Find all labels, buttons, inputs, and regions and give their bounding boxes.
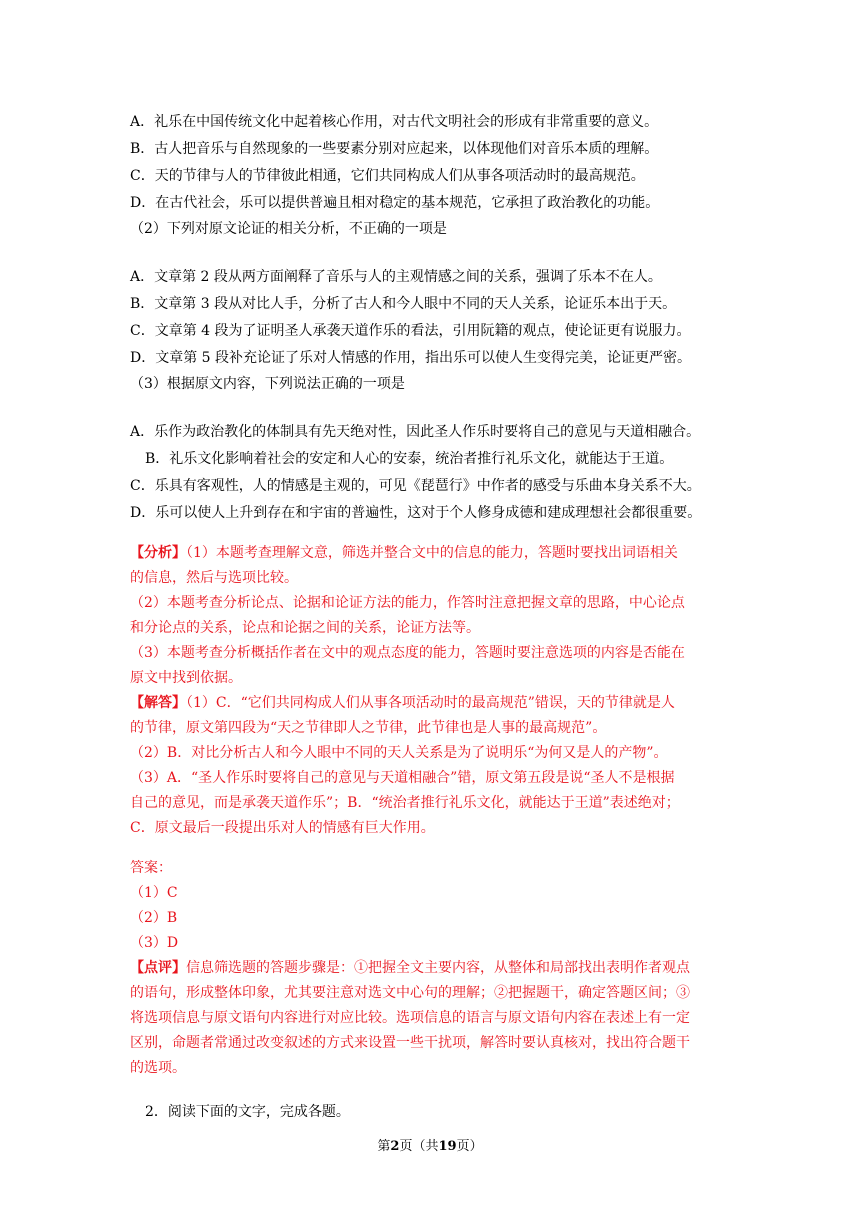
q1-option-c: C．天的节律与人的节律彼此相通，它们共同构成人们从事各项活动时的最高规范。 [130,168,645,184]
analysis-line-2: 的信息，然后与选项比较。 [130,570,298,586]
total-page-count: 19 [438,1139,457,1154]
answer-3: （3）D [130,935,179,951]
solution-line-6: C．原文最后一段提出乐对人的情感有巨大作用。 [130,820,435,836]
q3-option-c: C．乐具有客观性，人的情感是主观的，可见《琵琶行》中作者的感受与乐曲本身关系不大。 [130,478,701,494]
current-page-number: 2 [390,1139,400,1154]
analysis-line-1: 【分析】（1）本题考查理解文意，筛选并整合文中的信息的能力，答题时要找出词语相关 [130,545,678,561]
comment-line-2: 的语句，形成整体印象，尤其要注意对选文中心句的理解；②把握题干，确定答题区间；③ [130,985,690,1001]
analysis-line-6: 原文中找到依据。 [130,670,242,686]
solution-line-4: （3）A．“圣人作乐时要将自己的意见与天道相融合”错，原文第五段是说“圣人不是根据 [130,770,675,786]
answer-1: （1）C [130,885,178,901]
q2-stem: （2）下列对原文论证的相关分析，不正确的一项是 [130,221,447,237]
q2-option-c: C．文章第 4 段为了证明圣人承袭天道作乐的看法，引用阮籍的观点，使论证更有说服力。 [130,323,691,339]
answer-2: （2）B [130,910,178,926]
comment-tag: 【点评】 [130,960,186,976]
solution-line-2: 的节律，原文第四段为“天之节律即人之节律，此节律也是人事的最高规范”。 [130,720,607,736]
comment-line-1: 【点评】信息筛选题的答题步骤是：①把握全文主要内容，从整体和局部找出表明作者观点 [130,960,690,976]
q1-option-b: B．古人把音乐与自然现象的一些要素分别对应起来，以体现他们对音乐本质的理解。 [130,141,659,157]
q1-option-d: D．在古代社会，乐可以提供普遍且相对稳定的基本规范，它承担了政治教化的功能。 [130,195,660,211]
solution-line-3: （2）B．对比分析古人和今人眼中不同的天人关系是为了说明乐“为何又是人的产物”。 [130,745,668,761]
analysis-line-5: （3）本题考查分析概括作者在文中的观点态度的能力，答题时要注意选项的内容是否能在 [130,645,685,661]
analysis-tag: 【分析】 [130,545,186,561]
comment-line-5: 的选项。 [130,1060,186,1076]
next-question-stem: 2．阅读下面的文字，完成各题。 [145,1104,350,1120]
solution-tag: 【解答】 [130,695,186,711]
solution-line-5: 自己的意见，而是承袭天道作乐”；B．“统治者推行礼乐文化，就能达于王道”表述绝对； [130,795,680,811]
answers-label: 答案： [130,860,172,876]
page-footer: 第2页（共19页） [377,1139,483,1154]
analysis-line-3: （2）本题考查分析论点、论据和论证方法的能力，作答时注意把握文章的思路，中心论点 [130,595,685,611]
q2-option-b: B．文章第 3 段从对比人手，分析了古人和今人眼中不同的天人关系，论证乐本出于天。 [130,296,677,312]
q3-option-b: B．礼乐文化影响着社会的安定和人心的安泰，统治者推行礼乐文化，就能达于王道。 [145,451,674,467]
comment-line-3: 将选项信息与原文语句内容进行对应比较。选项信息的语言与原文语句内容在表述上有一定 [130,1010,690,1026]
q3-stem: （3）根据原文内容，下列说法正确的一项是 [130,376,405,392]
q2-option-d: D．文章第 5 段补充论证了乐对人情感的作用，指出乐可以使人生变得完美，论证更严密。 [130,350,692,366]
q2-option-a: A．文章第 2 段从两方面阐释了音乐与人的主观情感之间的关系，强调了乐本不在人。 [130,269,662,285]
q3-option-d: D．乐可以使人上升到存在和宇宙的普遍性，这对于个人修身成德和建成理想社会都很重要。 [130,505,702,521]
analysis-line-4: 和分论点的关系，论点和论据之间的关系，论证方法等。 [130,620,480,636]
solution-line-1: 【解答】（1）C．“它们共同构成人们从事各项活动时的最高规范”错误，天的节律就是人 [130,695,675,711]
q1-option-a: A．礼乐在中国传统文化中起着核心作用，对古代文明社会的形成有非常重要的意义。 [130,114,659,130]
q3-option-a: A．乐作为政治教化的体制具有先天绝对性，因此圣人作乐时要将自己的意见与天道相融合。 [130,424,701,440]
comment-line-4: 区别，命题者常通过改变叙述的方式来设置一些干扰项，解答时要认真核对，找出符合题干 [130,1035,690,1051]
